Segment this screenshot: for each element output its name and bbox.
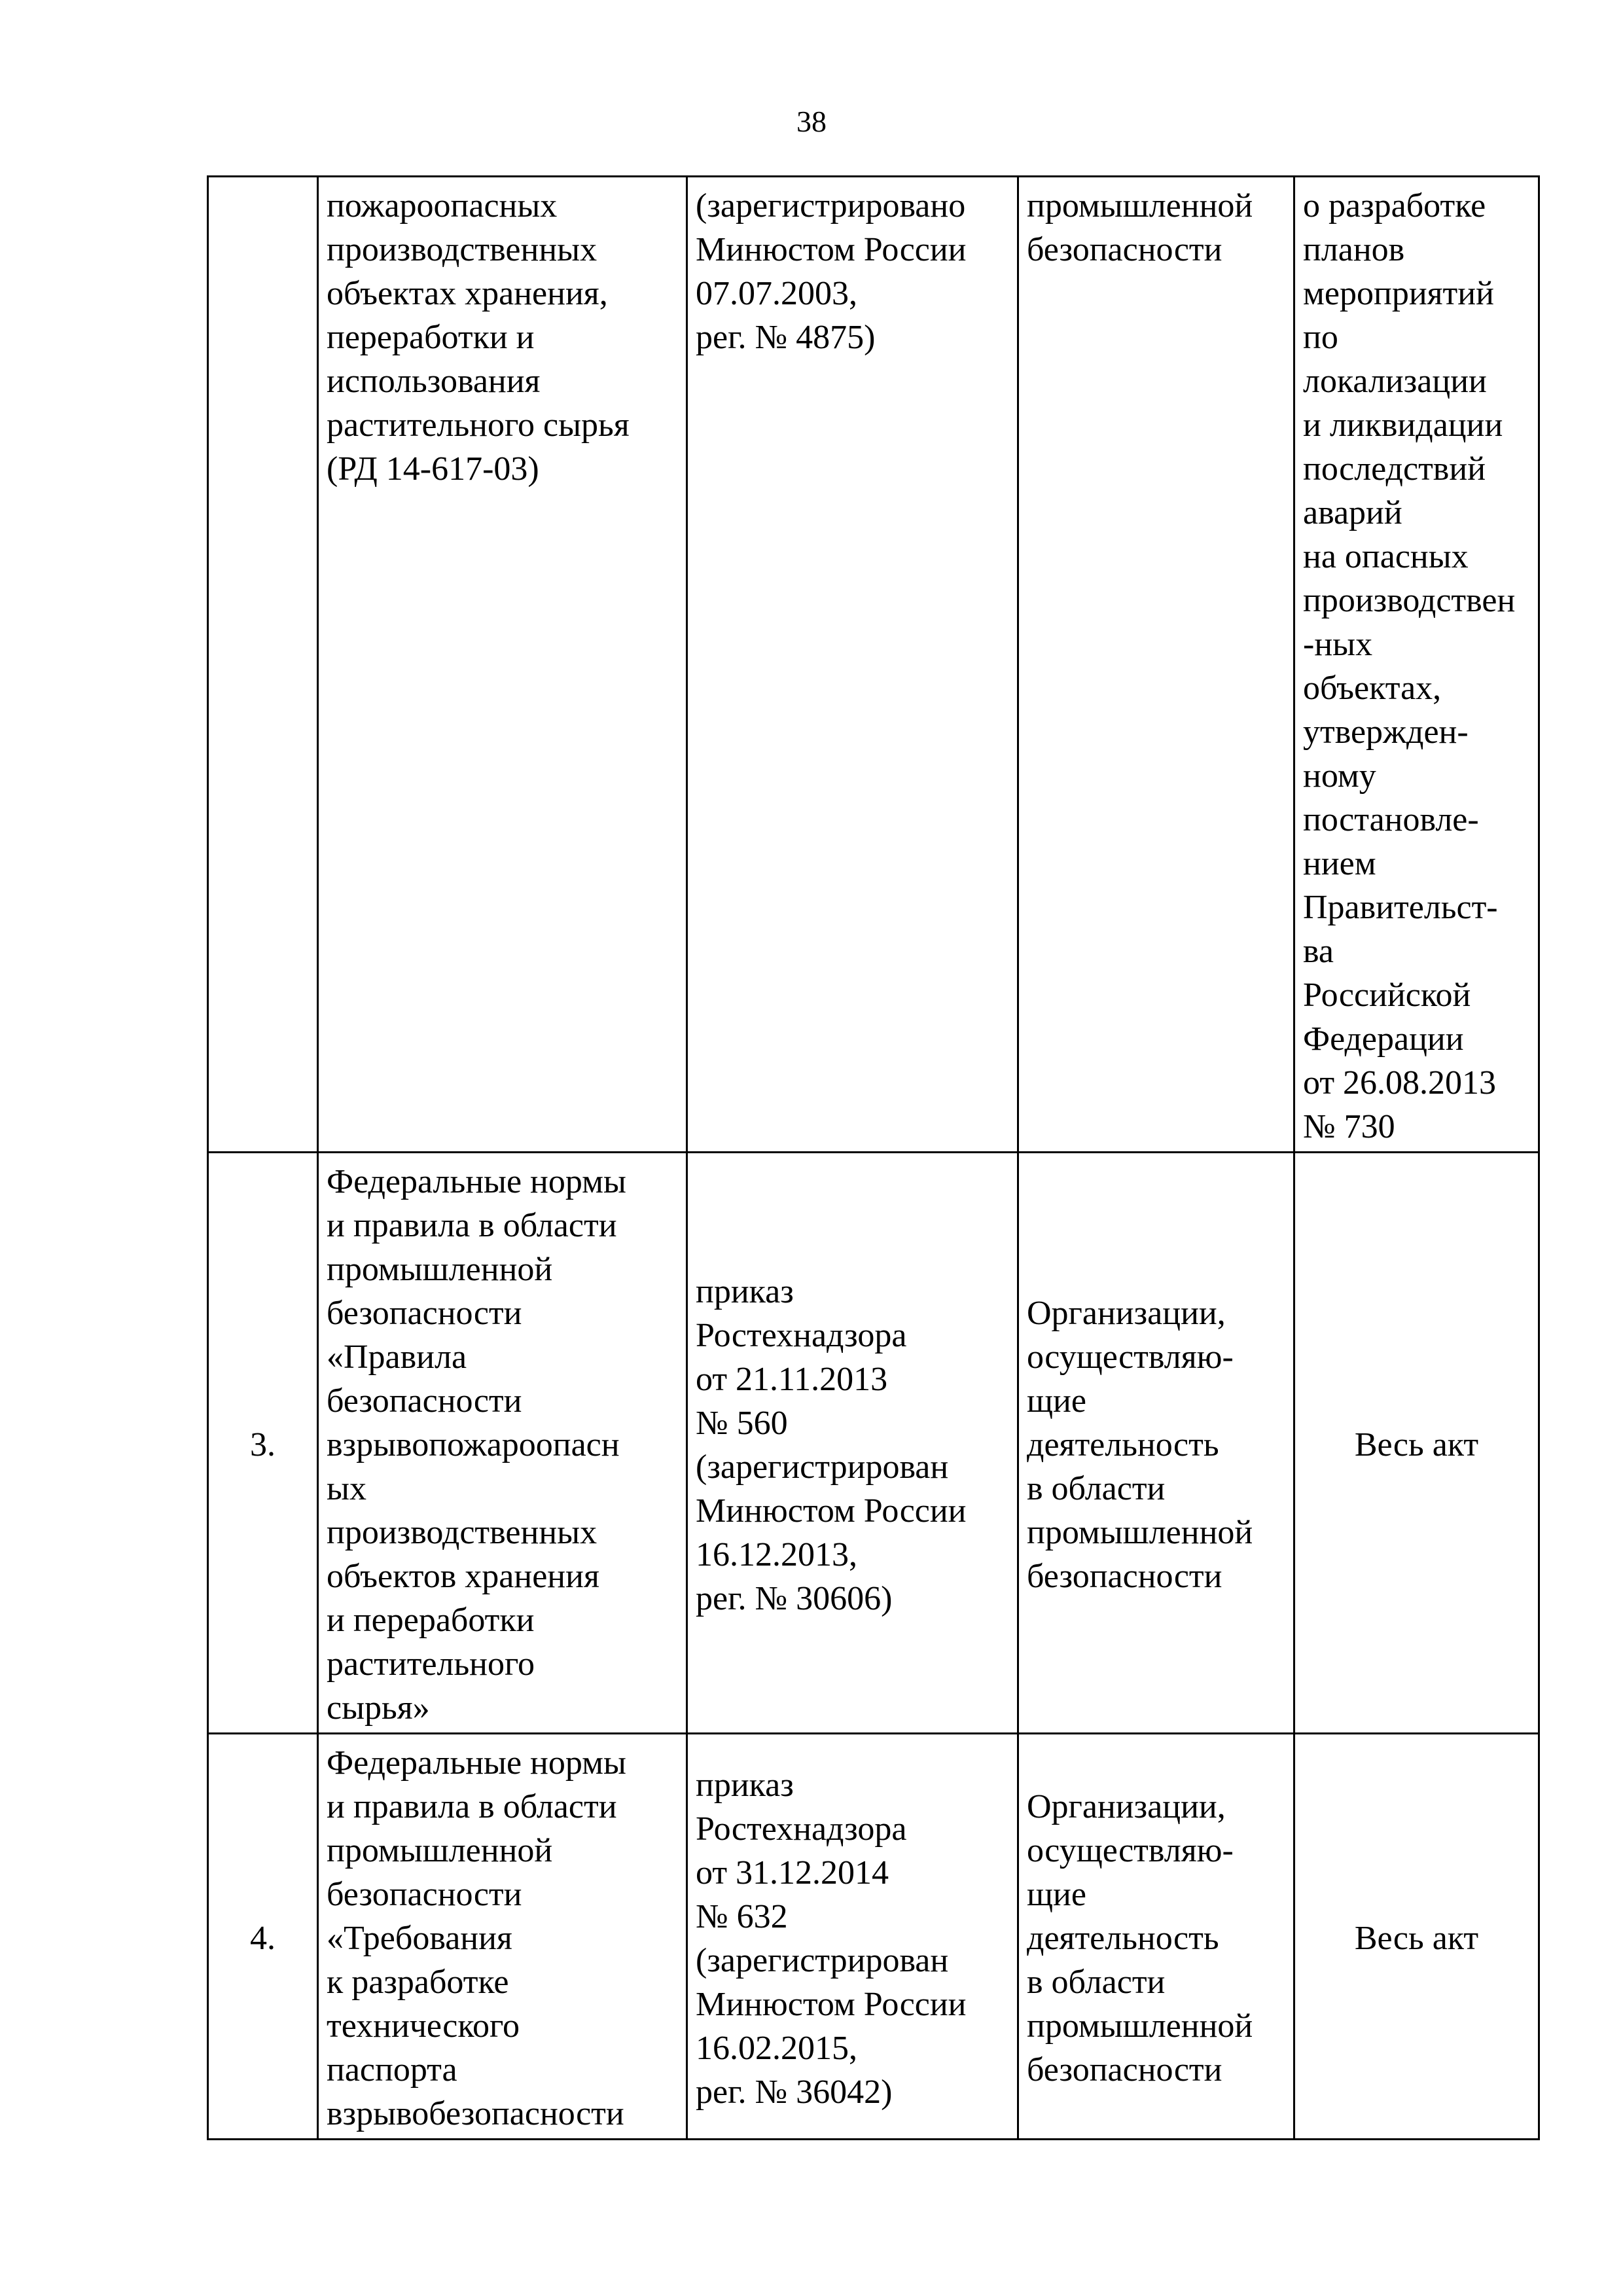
organizations-cell: Организации, осуществляю- щие деятельность в области промышленной безопасности <box>1018 1734 1294 2140</box>
table-row <box>208 177 1539 1153</box>
scope-cell: Весь акт <box>1294 1734 1539 2140</box>
scope-cell: о разработке планов мероприятий по локализации и ликвидации последствий аварий на опасных производствен -ных объектах, утвержден- ному постановле- нием Правительст- ва Российской Федерации от 26.08.2013 № 730 <box>1294 177 1539 1153</box>
act-requisites-cell: приказ Ростехнадзора от 21.11.2013 № 560 (зарегистрирован Минюстом России 16.12.2013, рег. № 30606) <box>687 1153 1018 1734</box>
row-number-cell <box>208 177 318 1153</box>
act-name-cell: Федеральные нормы и правила в области промышленной безопасности «Требования к разработке технического паспорта взрывобезопасности <box>318 1734 687 2140</box>
row-number-cell: 4. <box>208 1734 318 2140</box>
table-row <box>208 1734 1539 2140</box>
page-number: 38 <box>796 105 827 138</box>
act-name-cell: пожароопасных производственных объектах хранения, переработки и использования растительного сырья (РД 14-617-03) <box>318 177 687 1153</box>
regulations-table <box>207 175 1540 2140</box>
organizations-cell: Организации, осуществляю- щие деятельность в области промышленной безопасности <box>1018 1153 1294 1734</box>
act-requisites-cell: (зарегистрировано Минюстом России 07.07.2003, рег. № 4875) <box>687 177 1018 1153</box>
row-number-cell: 3. <box>208 1153 318 1734</box>
act-name-cell: Федеральные нормы и правила в области промышленной безопасности «Правила безопасности взрывопожароопасн ых производственных объектов хранения и переработки растительного сырья» <box>318 1153 687 1734</box>
act-requisites-cell: приказ Ростехнадзора от 31.12.2014 № 632 (зарегистрирован Минюстом России 16.02.2015, рег. № 36042) <box>687 1734 1018 2140</box>
scope-cell: Весь акт <box>1294 1153 1539 1734</box>
table-row <box>208 1153 1539 1734</box>
organizations-cell: промышленной безопасности <box>1018 177 1294 1153</box>
